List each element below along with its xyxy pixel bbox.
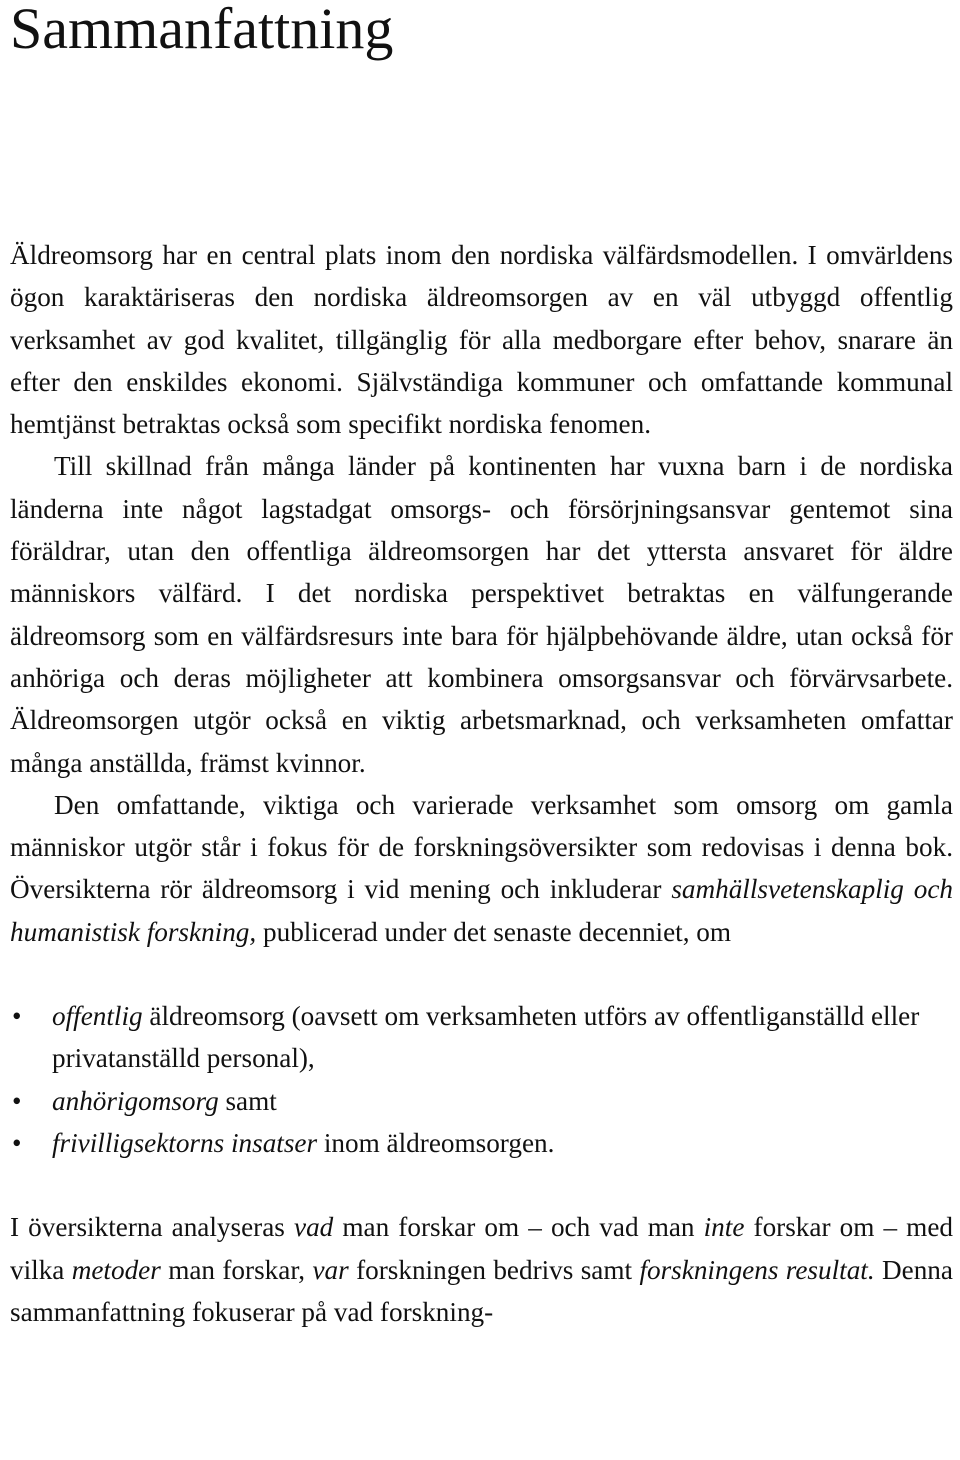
closing-emphasis: vad (294, 1212, 334, 1243)
topic-text: samt (218, 1085, 277, 1116)
closing-text: man forskar, (160, 1254, 313, 1285)
closing-text: man forskar om – och vad man (333, 1212, 704, 1243)
list-item (10, 1080, 953, 1122)
page-title: Sammanfattning (10, 0, 394, 61)
bullet-icon: • (12, 1001, 22, 1032)
paragraph-scope-tail: publicerad under det senaste decenniet, om (256, 916, 732, 947)
bullet-icon: • (12, 1127, 22, 1158)
paragraph-scope-text: Den omfattande, viktiga och varierade verksamhet som omsorg om gamla människor utgör står i fokus för de forskningsöversikter som redovisas i denna bok. Översikterna rör äldreomsorg i vid mening och inkluderar (10, 789, 953, 905)
paragraph-closing (10, 1206, 953, 1333)
body-text (10, 234, 953, 1333)
list-item (10, 995, 953, 1080)
closing-text: I översikterna analyseras (10, 1212, 294, 1243)
topic-emphasis: frivilligsektorns insatser (52, 1127, 318, 1158)
bullet-icon: • (12, 1085, 22, 1116)
paragraph-scope-emphasis: samhällsvetenskaplig och humanistisk forskning, (10, 874, 954, 947)
closing-emphasis: var (312, 1254, 349, 1285)
topic-list (10, 995, 953, 1164)
closing-text: forskningen bedrivs samt (348, 1254, 640, 1285)
closing-text: Denna sammanfattning fokuserar på vad forskning- (10, 1254, 953, 1327)
paragraph-scope (10, 784, 953, 953)
closing-emphasis: metoder (71, 1254, 161, 1285)
closing-emphasis: forskningens resultat. (639, 1254, 875, 1285)
topic-emphasis: anhörigomsorg (52, 1085, 219, 1116)
closing-text: forskar om – med vilka (10, 1212, 953, 1285)
list-item (10, 1122, 953, 1164)
topic-text: inom äldreomsorgen. (317, 1127, 555, 1158)
paragraph-responsibility: Till skillnad från många länder på kontinenten har vuxna barn i de nordiska länderna inte något lagstadgat omsorgs- och försörjningsansvar gentemot sina föräldrar, utan den offentliga äldreomsorgen har det yttersta ansvaret för äldre människors välfärd. I det nordiska perspektivet betraktas en välfungerande äldreomsorg som en välfärdsresurs inte bara för hjälpbehövande äldre, utan också för anhöriga och deras möjligheter att kombinera omsorgsansvar och förvärvsarbete. Äldreomsorgen utgör också en viktig arbetsmarknad, och verksamheten omfattar många anställda, främst kvinnor. (10, 451, 953, 778)
paragraph-intro: Äldreomsorg har en central plats inom den nordiska välfärdsmodellen. I omvärldens ögon karaktäriseras den nordiska äldreomsorgen av en väl utbyggd offentlig verksamhet av god kvalitet, tillgänglig för alla medborgare efter behov, snarare än efter den enskildes ekonomi. Självständiga kommuner och omfattande kommunal hemtjänst betraktas också som specifikt nordiska fenomen. (10, 240, 953, 440)
topic-emphasis: offentlig (52, 1001, 143, 1032)
topic-text: äldreomsorg (oavsett om verksamheten utförs av offentliganställd eller privatanställd personal), (52, 1001, 920, 1074)
closing-emphasis: inte (703, 1212, 745, 1243)
